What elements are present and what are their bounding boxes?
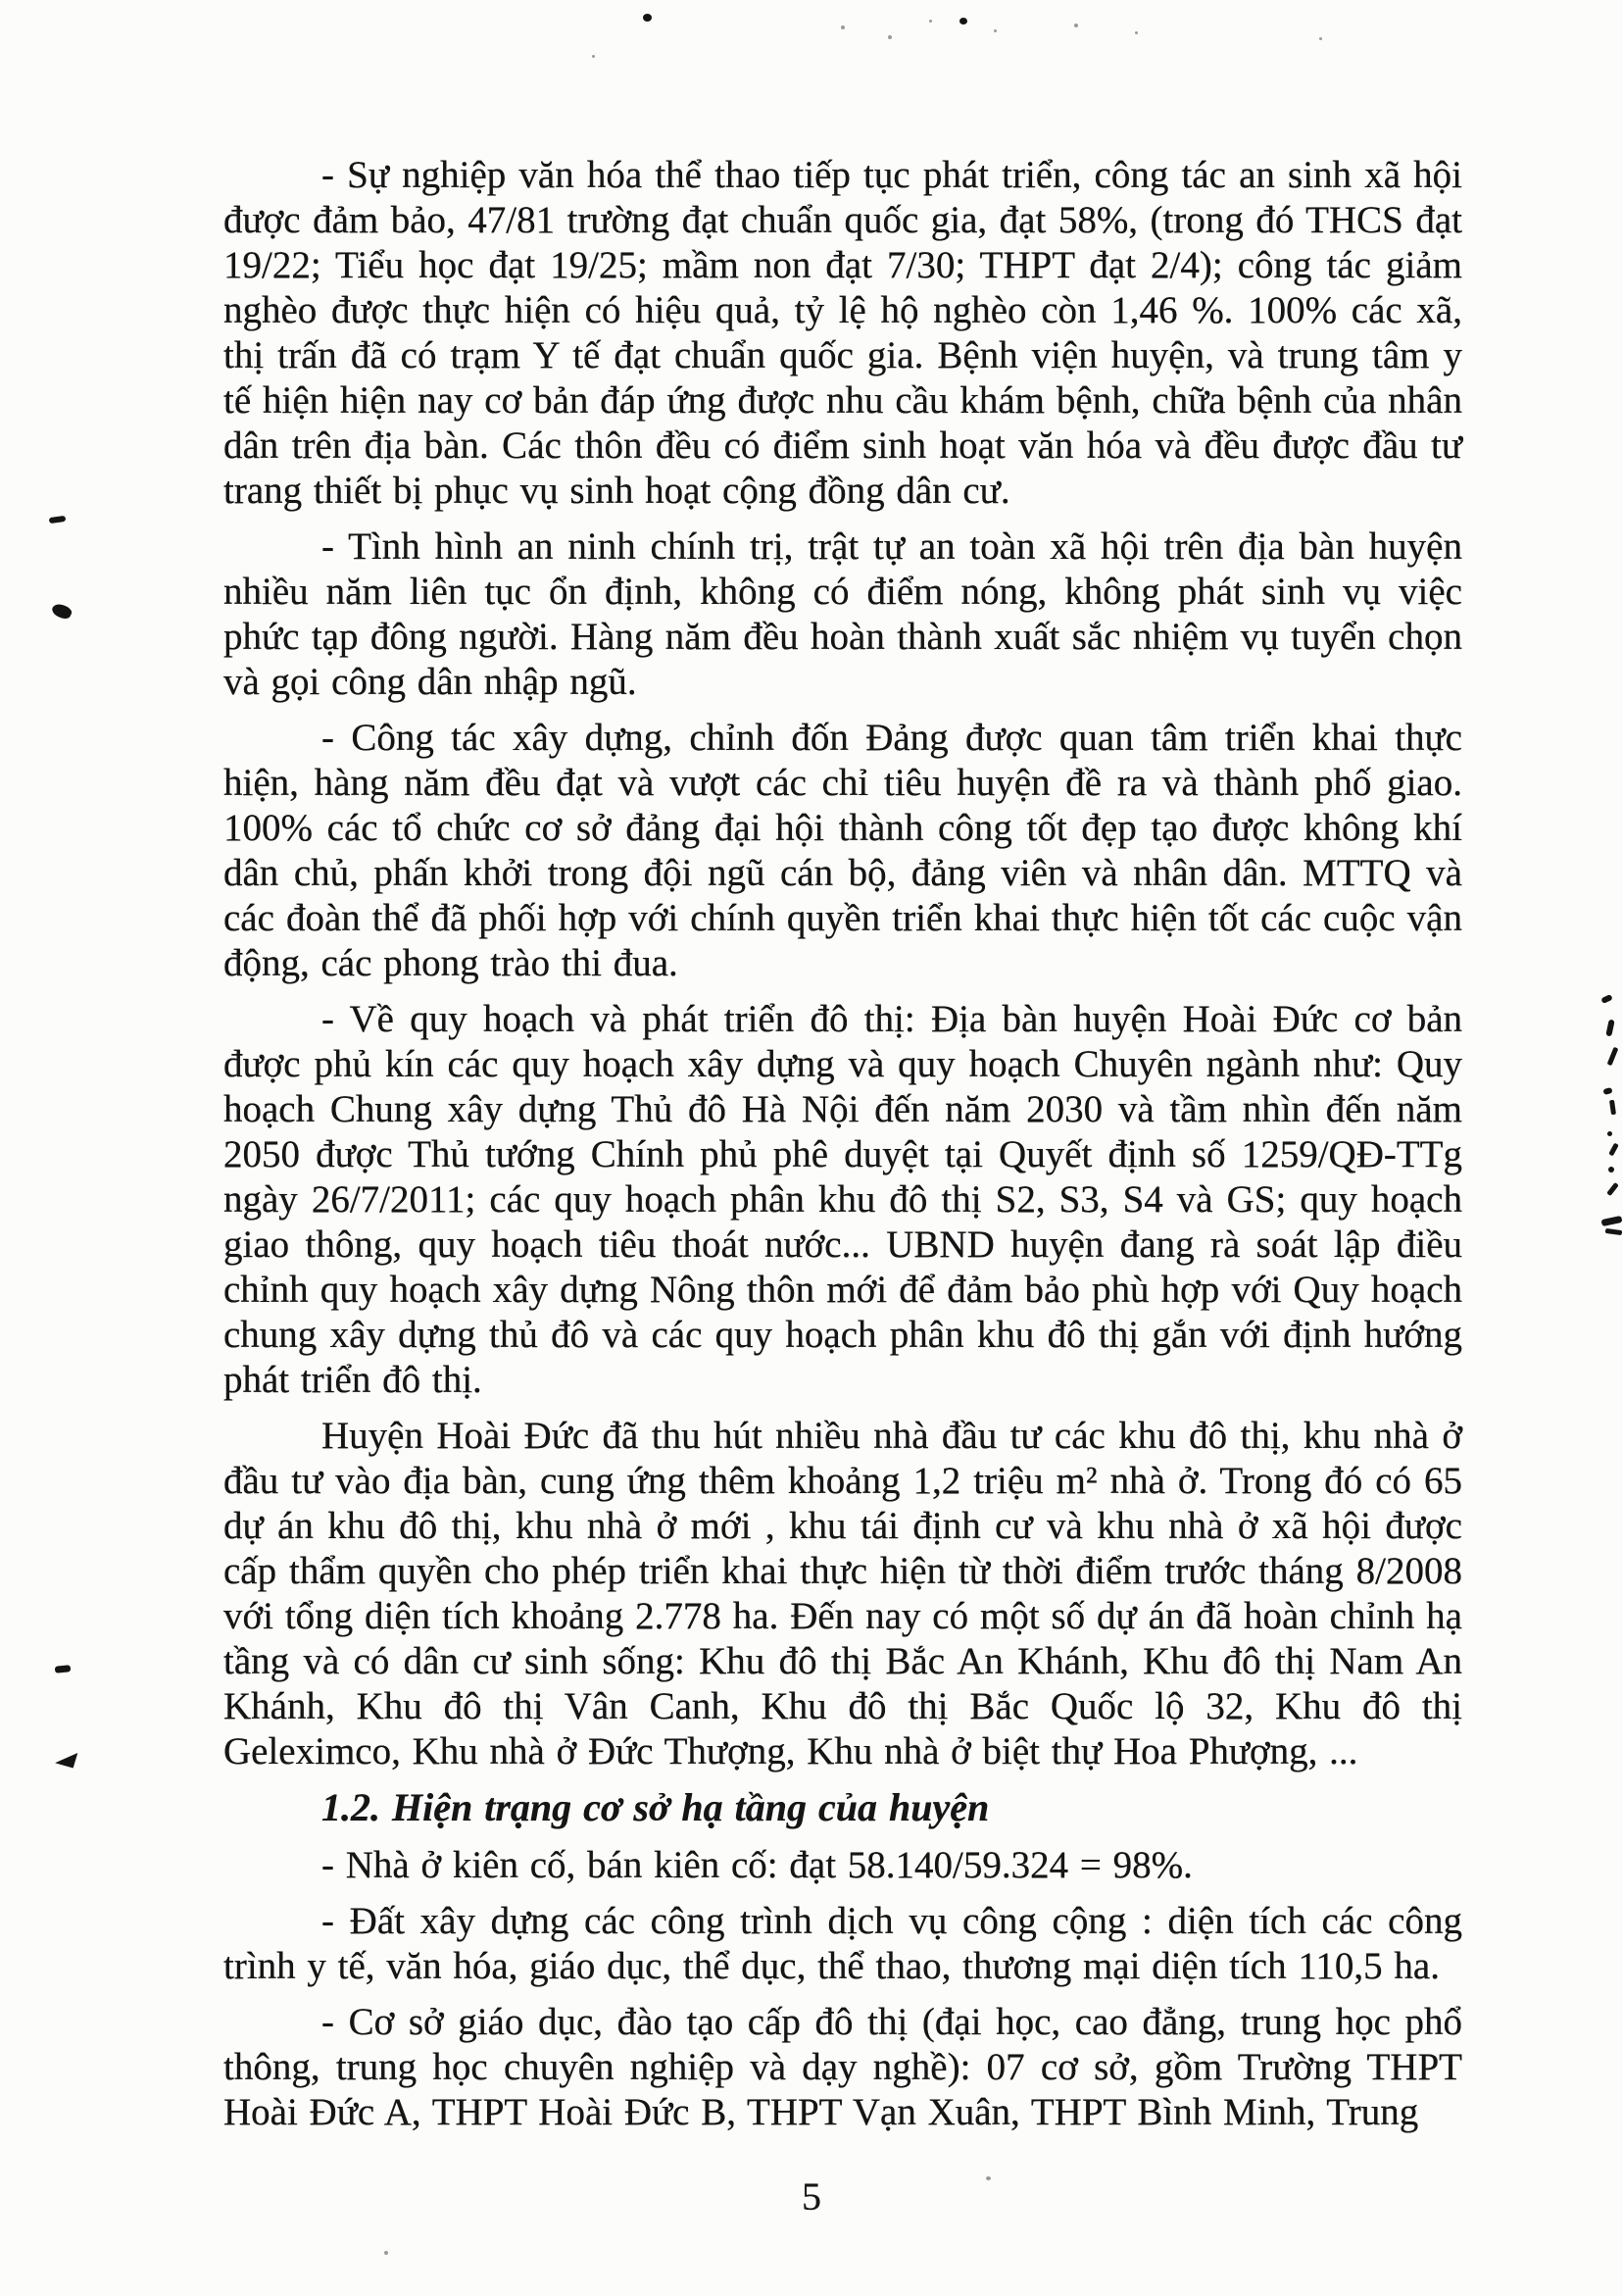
scan-artifact bbox=[55, 1665, 72, 1673]
scan-artifact bbox=[592, 55, 595, 58]
text-block bbox=[223, 153, 1462, 2146]
scan-artifact bbox=[1608, 1143, 1619, 1157]
scan-artifact bbox=[1605, 1228, 1623, 1235]
scan-artifact bbox=[1607, 1047, 1619, 1066]
scan-artifact bbox=[1606, 1182, 1619, 1196]
scan-artifact bbox=[50, 601, 74, 621]
scan-artifact bbox=[1602, 1087, 1612, 1095]
scan-artifact bbox=[1608, 1167, 1614, 1173]
page-number: 5 bbox=[802, 2174, 821, 2219]
scan-artifact bbox=[49, 516, 67, 524]
scan-artifact bbox=[841, 25, 845, 29]
scan-artifact bbox=[1135, 31, 1138, 34]
scan-artifact bbox=[1605, 1020, 1614, 1037]
scan-artifact bbox=[986, 2176, 991, 2180]
paragraph-urban-investment: Huyện Hoài Đức đã thu hút nhiều nhà đầu tư các khu đô thị, khu nhà ở đầu tư vào địa bàn, cung ứng thêm khoảng 1,2 triệu m² nhà ở. Trong đó có 65 dự án khu đô thị, khu nhà ở mới , khu tái định cư và khu nhà ở xã hội được cấp thẩm quyền cho phép triển khai thực hiện từ thời điểm trước tháng 8/2008 với tổng diện tích khoảng 2.778 ha. Đến nay có một số dự án đã hoàn chỉnh hạ tầng và có dân cư sinh sống: Khu đô thị Bắc An Khánh, Khu đô thị Nam An Khánh, Khu đô thị Vân Canh, Khu đô thị Bắc Quốc lộ 32, Khu đô thị Geleximco, Khu nhà ở Đức Thượng, Khu nhà ở biệt thự Hoa Phượng, ... bbox=[223, 1415, 1462, 1772]
paragraph-party-building: - Công tác xây dựng, chỉnh đốn Đảng được quan tâm triển khai thực hiện, hàng năm đều đạt và vượt các chỉ tiêu huyện đề ra và thành phố giao. 100% các tổ chức cơ sở đảng đại hội thành công tốt đẹp tạo được không khí dân chủ, phấn khởi trong đội ngũ cán bộ, đảng viên và nhân dân. MTTQ và các đoàn thể đã phối hợp với chính quyền triển khai thực hiện tốt các cuộc vận động, các phong trào thi đua. bbox=[223, 717, 1462, 984]
scan-artifact bbox=[1074, 24, 1078, 27]
scan-artifact bbox=[994, 29, 997, 32]
scan-artifact bbox=[929, 20, 932, 23]
paragraph-culture-social-welfare: - Sự nghiệp văn hóa thể thao tiếp tục phát triển, công tác an sinh xã hội được đảm bảo, 47/81 trường đạt chuẩn quốc gia, đạt 58%, (trong đó THCS đạt 19/22; Tiểu học đạt 19/25; mầm non đạt 7/30; THPT đạt 2/4); công tác giảm nghèo được thực hiện có hiệu quả, tỷ lệ hộ nghèo còn 1,46 %. 100% các xã, thị trấn đã có trạm Y tế đạt chuẩn quốc gia. Bệnh viện huyện, và trung tâm y tế hiện hiện nay cơ bản đáp ứng được nhu cầu khám bệnh, chữa bệnh của nhân dân trên địa bàn. Các thôn đều có điểm sinh hoạt văn hóa và đều được đầu tư trang thiết bị phục vụ sinh hoạt cộng đồng dân cư. bbox=[223, 154, 1462, 512]
scan-artifact bbox=[959, 18, 967, 25]
paragraph-housing: - Nhà ở kiên cố, bán kiên cố: đạt 58.140/59.324 = 98%. bbox=[321, 1844, 1193, 1886]
scan-artifact bbox=[384, 2251, 388, 2255]
paragraph-security-order: - Tình hình an ninh chính trị, trật tự an toàn xã hội trên địa bàn huyện nhiều năm liên tục ổn định, không có điểm nóng, không phát sinh vụ việc phức tạp đông người. Hàng năm đều hoàn thành xuất sắc nhiệm vụ tuyển chọn và gọi công dân nhập ngũ. bbox=[223, 525, 1462, 703]
paragraph-public-service-land: - Đất xây dựng các công trình dịch vụ công cộng : diện tích các công trình y tế, văn hóa, giáo dục, thể dục, thể thao, thương mại diện tích 110,5 ha. bbox=[223, 1900, 1462, 1987]
scan-artifact bbox=[1319, 37, 1322, 40]
scan-artifact bbox=[1600, 994, 1613, 1004]
paragraph-education-facilities: - Cơ sở giáo dục, đào tạo cấp đô thị (đại học, cao đẳng, trung học phổ thông, trung học chuyên nghiệp và dạy nghề): 07 cơ sở, gồm Trường THPT Hoài Đức A, THPT Hoài Đức B, THPT Vạn Xuân, THPT Bình Minh, Trung bbox=[223, 2001, 1462, 2133]
section-heading-1-2: 1.2. Hiện trạng cơ sở hạ tầng của huyện bbox=[321, 1785, 990, 1829]
scan-artifact bbox=[1609, 1100, 1616, 1116]
scan-artifact bbox=[643, 14, 652, 22]
scan-artifact bbox=[54, 1753, 78, 1770]
scan-artifact bbox=[1601, 1216, 1623, 1226]
paragraph-urban-planning: - Về quy hoạch và phát triển đô thị: Địa bàn huyện Hoài Đức cơ bản được phủ kín các quy hoạch xây dựng và quy hoạch Chuyên ngành như: Quy hoạch Chung xây dựng Thủ đô Hà Nội đến năm 2030 và tầm nhìn đến năm 2050 được Thủ tướng Chính phủ phê duyệt tại Quyết định số 1259/QĐ-TTg ngày 26/7/2011; các quy hoạch phân khu đô thị S2, S3, S4 và GS; quy hoạch giao thông, quy hoạch tiêu thoát nước... UBND huyện đang rà soát lập điều chỉnh quy hoạch xây dựng Nông thôn mới để đảm bảo phù hợp với Quy hoạch chung xây dựng thủ đô và các quy hoạch phân khu đô thị gắn với định hướng phát triển đô thị. bbox=[223, 998, 1462, 1401]
scan-artifact bbox=[1607, 1131, 1612, 1136]
scan-artifact bbox=[888, 35, 892, 39]
